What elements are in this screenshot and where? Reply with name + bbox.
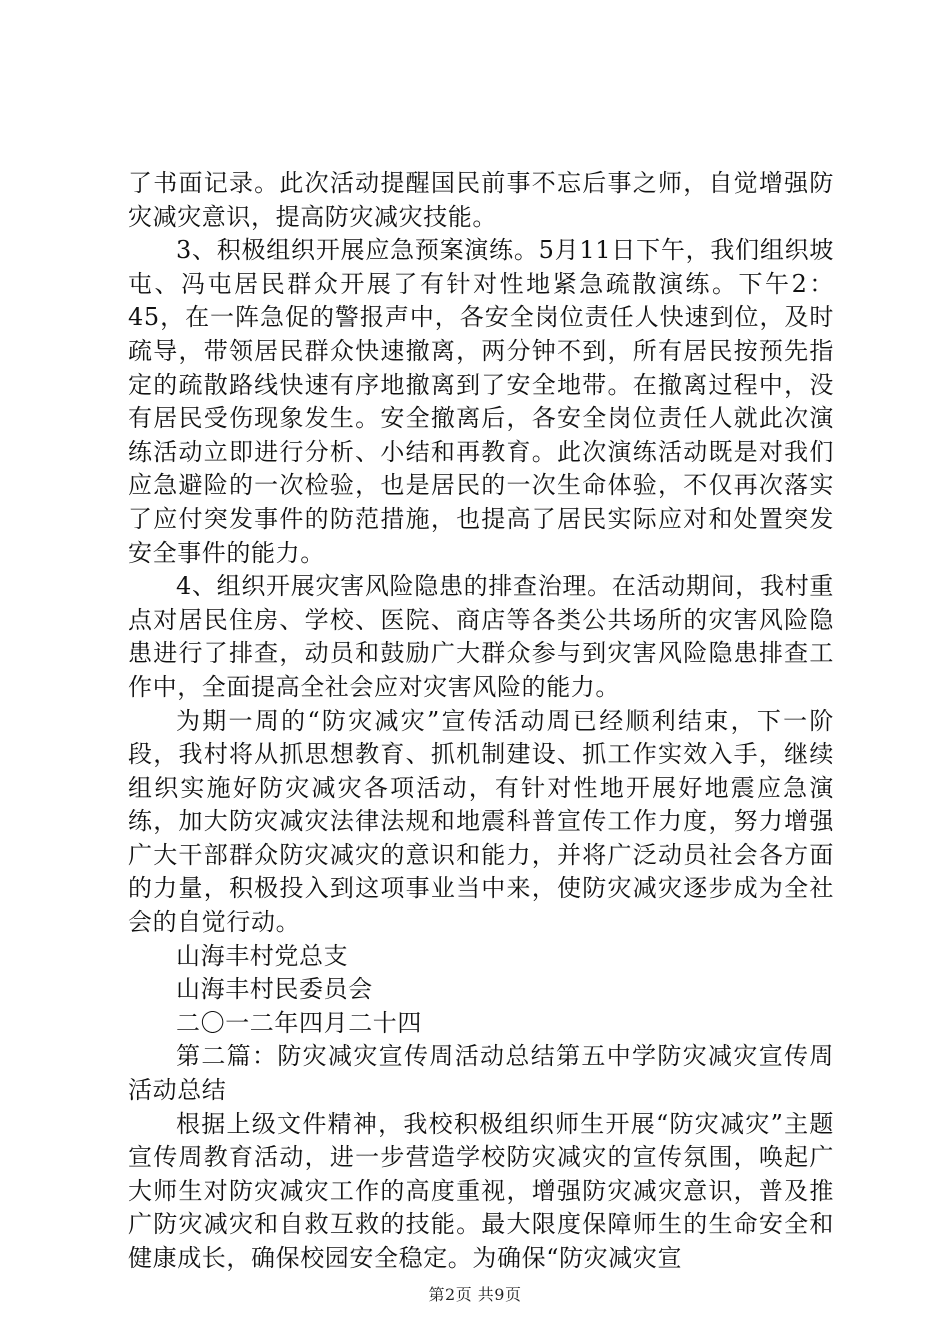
paragraph-hazard-check: 4、组织开展灾害风险隐患的排查治理。在活动期间，我村重点对居民住房、学校、医院、商店等各类公共场所的灾害风险隐患进行了排查，动员和鼓励广大群众参与到灾害风险隐患排查工作中，全面提高全社会应对灾害风险的能力。 (128, 572, 834, 701)
document-body (128, 167, 834, 1276)
paragraph-continuation: 了书面记录。此次活动提醒国民前事不忘后事之师，自觉增强防灾减灾意识，提高防灾减灾技能。 (128, 169, 834, 231)
paragraph-drill: 3、积极组织开展应急预案演练。5月11日下午，我们组织坡屯、冯屯居民群众开展了有针对性地紧急疏散演练。下午2：45，在一阵急促的警报声中，各安全岗位责任人快速到位，及时疏导，带领居民群众快速撤离，两分钟不到，所有居民按预先指定的疏散路线快速有序地撤离到了安全地带。在撤离过程中，没有居民受伤现象发生。安全撤离后，各安全岗位责任人就此次演练活动立即进行分析、小结和再教育。此次演练活动既是对我们应急避险的一次检验，也是居民的一次生命体验，不仅再次落实了应付突发事件的防范措施，也提高了居民实际应对和处置突发安全事件的能力。 (128, 236, 834, 567)
signature-date: 二〇一二年四月二十四 (176, 1008, 422, 1037)
section-heading-part-two: 第二篇：防灾减灾宣传周活动总结第五中学防灾减灾宣传周活动总结 (128, 1042, 834, 1105)
signature-village-committee: 山海丰村民委员会 (176, 975, 373, 1004)
signature-party-branch: 山海丰村党总支 (176, 941, 349, 970)
paragraph-school-intro: 根据上级文件精神，我校积极组织师生开展“防灾减灾”主题宣传周教育活动，进一步营造学校防灾减灾的宣传氛围，唤起广大师生对防灾减灾工作的高度重视，增强防灾减灾意识，普及推广防灾减灾和自救互救的技能。最大限度保障师生的生命安全和健康成长，确保校园安全稳定。为确保“防灾减灾宣 (128, 1109, 834, 1272)
page-number-footer: 第2页 共9页 (428, 1285, 522, 1304)
paragraph-summary: 为期一周的“防灾减灾”宣传活动周已经顺利结束，下一阶段，我村将从抓思想教育、抓机制建设、抓工作实效入手，继续组织实施好防灾减灾各项活动，有针对性地开展好地震应急演练，加大防灾减灾法律法规和地震科普宣传工作力度，努力增强广大干部群众防灾减灾的意识和能力，并将广泛动员社会各方面的力量，积极投入到这项事业当中来，使防灾减灾逐步成为全社会的自觉行动。 (128, 706, 834, 937)
